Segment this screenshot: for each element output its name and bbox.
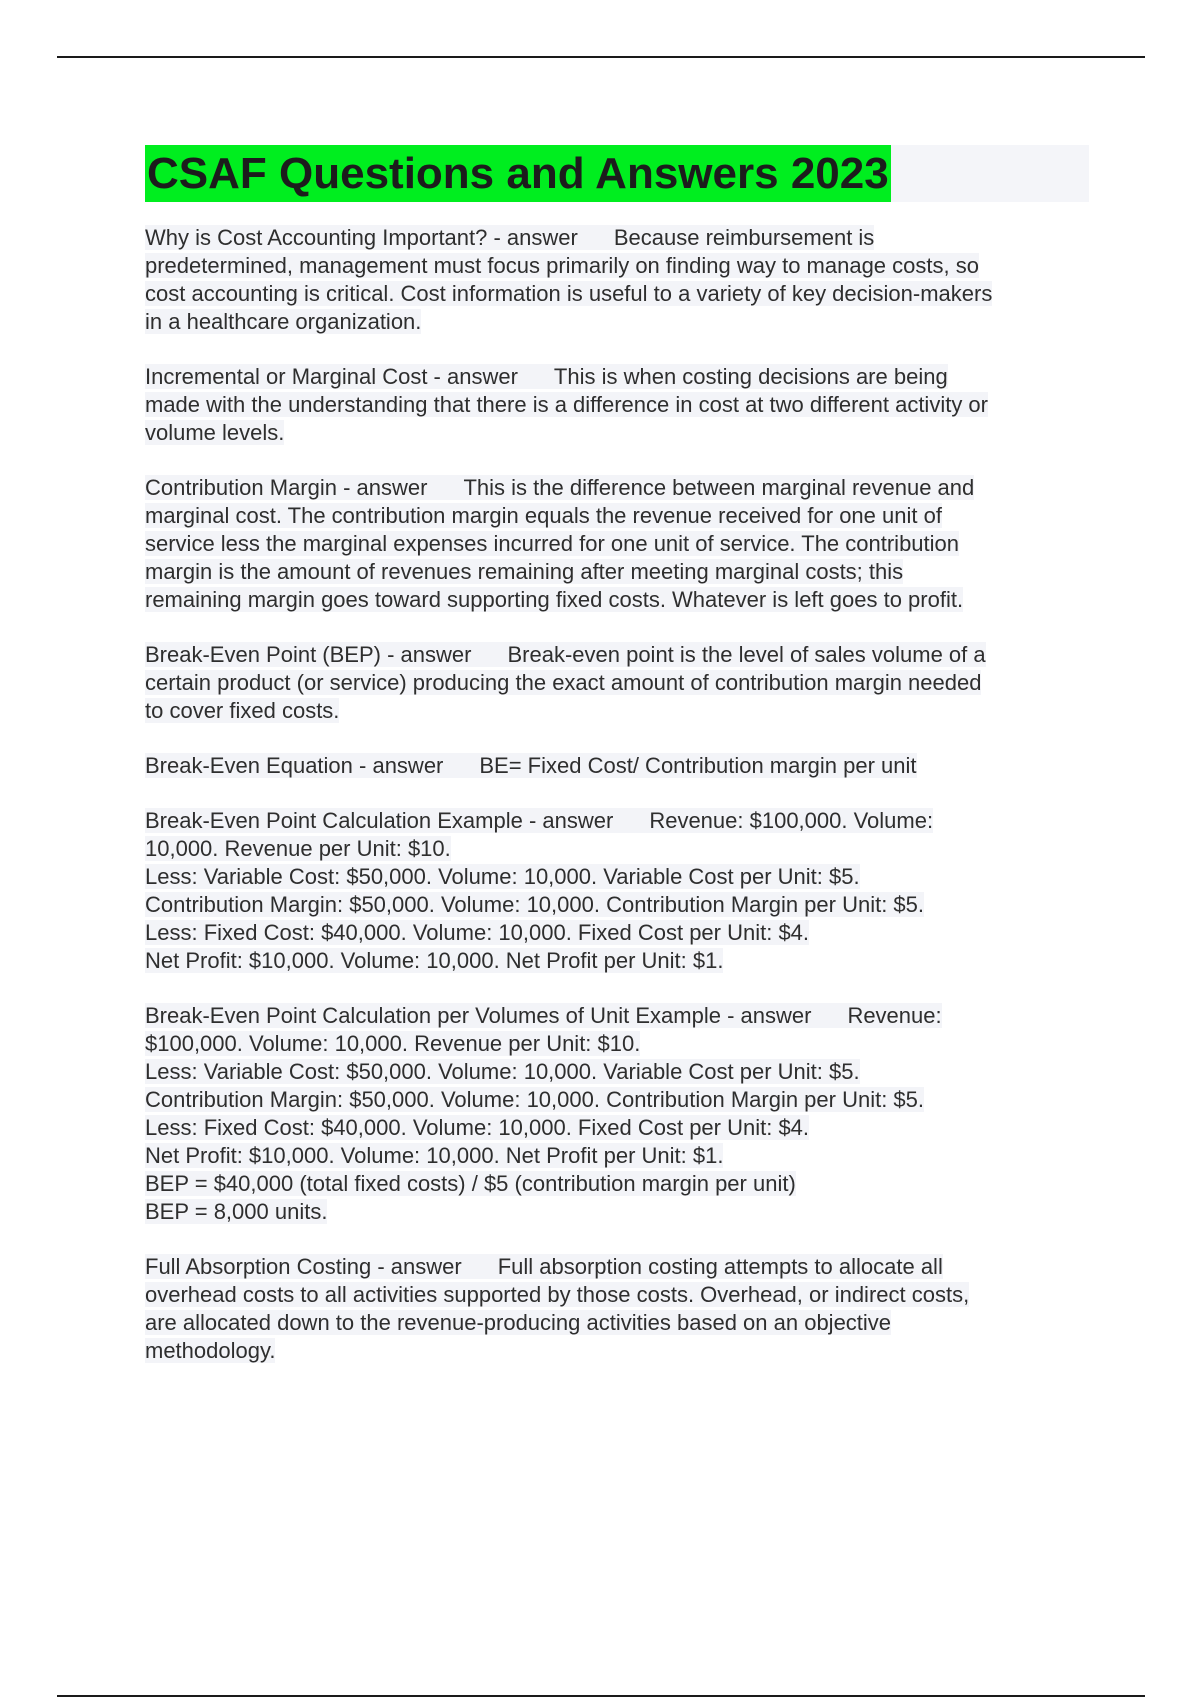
answer-text: BEP = 8,000 units. bbox=[145, 1199, 328, 1224]
answer-text: methodology. bbox=[145, 1338, 276, 1363]
footer-rule bbox=[57, 1695, 1145, 1697]
document-title: CSAF Questions and Answers 2023 bbox=[145, 145, 891, 202]
answer-line bbox=[145, 391, 1090, 419]
answer-text: $100,000. Volume: 10,000. Revenue per Unit: $10. bbox=[145, 1031, 641, 1056]
answer-text: in a healthcare organization. bbox=[145, 309, 422, 334]
question-text: Incremental or Marginal Cost - answer bbox=[145, 364, 518, 389]
answer-text: margin is the amount of revenues remaining after meeting marginal costs; this bbox=[145, 559, 904, 584]
qa-item bbox=[145, 807, 1090, 975]
answer-text: Net Profit: $10,000. Volume: 10,000. Net Profit per Unit: $1. bbox=[145, 948, 724, 973]
answer-text: Revenue: bbox=[847, 1003, 942, 1028]
qa-item bbox=[145, 1253, 1090, 1365]
qa-first-line bbox=[145, 807, 1090, 835]
answer-text: Because reimbursement is bbox=[613, 225, 875, 250]
answer-line bbox=[145, 308, 1090, 336]
answer-text: Contribution Margin: $50,000. Volume: 10,000. Contribution Margin per Unit: $5. bbox=[145, 1087, 925, 1112]
answer-line bbox=[145, 1198, 1090, 1226]
answer-text: cost accounting is critical. Cost information is useful to a variety of key decision-makers bbox=[145, 281, 993, 306]
answer-line bbox=[145, 669, 1090, 697]
answer-line bbox=[145, 947, 1090, 975]
answer-text: are allocated down to the revenue-producing activities based on an objective bbox=[145, 1310, 892, 1335]
answer-text: Less: Variable Cost: $50,000. Volume: 10,000. Variable Cost per Unit: $5. bbox=[145, 1059, 860, 1084]
qa-item bbox=[145, 641, 1090, 725]
answer-line bbox=[145, 502, 1090, 530]
qa-first-line bbox=[145, 752, 1090, 780]
qa-item bbox=[145, 363, 1090, 447]
question-text: Why is Cost Accounting Important? - answer bbox=[145, 225, 578, 250]
title-band bbox=[145, 145, 1089, 202]
qa-first-line bbox=[145, 1002, 1090, 1030]
answer-text: Full absorption costing attempts to allocate all bbox=[497, 1254, 943, 1279]
question-and-answer-start bbox=[145, 475, 974, 500]
question-text: Break-Even Equation - answer bbox=[145, 753, 444, 778]
qa-item bbox=[145, 752, 1090, 780]
answer-text: Break-even point is the level of sales volume of a bbox=[507, 642, 986, 667]
answer-text: predetermined, management must focus primarily on finding way to manage costs, so bbox=[145, 253, 979, 278]
qa-first-line bbox=[145, 641, 1090, 669]
answer-text: certain product (or service) producing the exact amount of contribution margin needed bbox=[145, 670, 982, 695]
answer-text: service less the marginal expenses incurred for one unit of service. The contribution bbox=[145, 531, 960, 556]
answer-text: Less: Fixed Cost: $40,000. Volume: 10,000. Fixed Cost per Unit: $4. bbox=[145, 1115, 810, 1140]
answer-line bbox=[145, 1337, 1090, 1365]
question-and-answer-start bbox=[145, 1254, 943, 1279]
answer-line bbox=[145, 1142, 1090, 1170]
question-and-answer-start bbox=[145, 225, 874, 250]
answer-line bbox=[145, 1058, 1090, 1086]
document-body bbox=[145, 145, 1090, 1392]
question-text: Full Absorption Costing - answer bbox=[145, 1254, 462, 1279]
header-rule bbox=[57, 56, 1145, 58]
qa-first-line bbox=[145, 1253, 1090, 1281]
answer-text: marginal cost. The contribution margin equals the revenue received for one unit of bbox=[145, 503, 942, 528]
answer-line bbox=[145, 697, 1090, 725]
qa-item bbox=[145, 224, 1090, 336]
answer-text: made with the understanding that there is a difference in cost at two different activity or bbox=[145, 392, 988, 417]
answer-text: remaining margin goes toward supporting fixed costs. Whatever is left goes to profit. bbox=[145, 587, 964, 612]
answer-text: volume levels. bbox=[145, 420, 285, 445]
question-and-answer-start bbox=[145, 642, 986, 667]
answer-text: Less: Variable Cost: $50,000. Volume: 10,000. Variable Cost per Unit: $5. bbox=[145, 864, 860, 889]
answer-line bbox=[145, 1086, 1090, 1114]
qa-first-line bbox=[145, 224, 1090, 252]
answer-line bbox=[145, 1030, 1090, 1058]
question-and-answer-start bbox=[145, 1003, 942, 1028]
qa-first-line bbox=[145, 363, 1090, 391]
answer-line bbox=[145, 863, 1090, 891]
question-text: Contribution Margin - answer bbox=[145, 475, 428, 500]
question-and-answer-start bbox=[145, 808, 933, 833]
answer-line bbox=[145, 835, 1090, 863]
answer-line bbox=[145, 280, 1090, 308]
answer-text: Less: Fixed Cost: $40,000. Volume: 10,000. Fixed Cost per Unit: $4. bbox=[145, 920, 810, 945]
answer-line bbox=[145, 1281, 1090, 1309]
question-and-answer-start bbox=[145, 753, 917, 778]
answer-line bbox=[145, 419, 1090, 447]
answer-line bbox=[145, 919, 1090, 947]
answer-line bbox=[145, 586, 1090, 614]
answer-line bbox=[145, 1170, 1090, 1198]
qa-first-line bbox=[145, 474, 1090, 502]
answer-text: BEP = $40,000 (total fixed costs) / $5 (contribution margin per unit) bbox=[145, 1171, 796, 1196]
answer-text: This is the difference between marginal revenue and bbox=[463, 475, 975, 500]
answer-line bbox=[145, 891, 1090, 919]
answer-text: BE= Fixed Cost/ Contribution margin per unit bbox=[479, 753, 917, 778]
answer-text: This is when costing decisions are being bbox=[553, 364, 948, 389]
question-and-answer-start bbox=[145, 364, 948, 389]
answer-line bbox=[145, 1309, 1090, 1337]
qa-item bbox=[145, 1002, 1090, 1226]
question-text: Break-Even Point Calculation per Volumes of Unit Example - answer bbox=[145, 1003, 812, 1028]
answer-line bbox=[145, 252, 1090, 280]
question-text: Break-Even Point (BEP) - answer bbox=[145, 642, 472, 667]
answer-text: overhead costs to all activities supported by those costs. Overhead, or indirect costs, bbox=[145, 1282, 970, 1307]
answer-text: Revenue: $100,000. Volume: bbox=[649, 808, 934, 833]
answer-line bbox=[145, 530, 1090, 558]
answer-line bbox=[145, 558, 1090, 586]
answer-text: 10,000. Revenue per Unit: $10. bbox=[145, 836, 451, 861]
qa-item bbox=[145, 474, 1090, 614]
question-text: Break-Even Point Calculation Example - answer bbox=[145, 808, 614, 833]
answer-text: Net Profit: $10,000. Volume: 10,000. Net Profit per Unit: $1. bbox=[145, 1143, 724, 1168]
answer-text: Contribution Margin: $50,000. Volume: 10,000. Contribution Margin per Unit: $5. bbox=[145, 892, 925, 917]
answer-line bbox=[145, 1114, 1090, 1142]
answer-text: to cover fixed costs. bbox=[145, 698, 340, 723]
qa-list bbox=[145, 224, 1090, 1365]
